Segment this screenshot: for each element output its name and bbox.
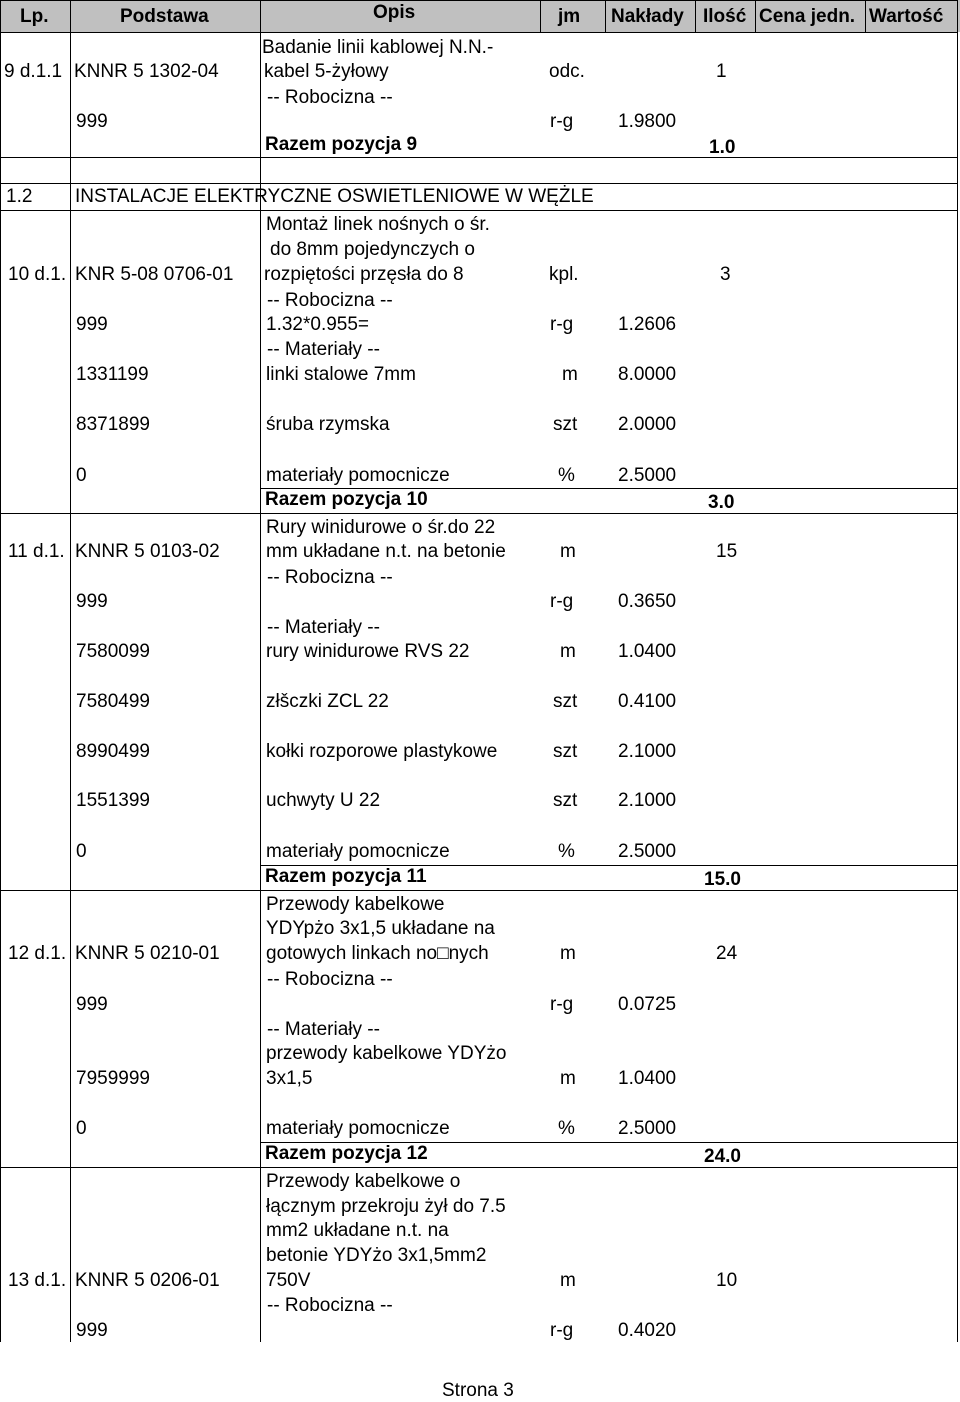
grid-line [540, 0, 541, 32]
p9-opis-line1: Badanie linii kablowej N.N.- [262, 37, 494, 58]
p9-rob-jm: r-g [550, 111, 574, 132]
header-ilosc: Ilość [703, 6, 747, 27]
grid-line [957, 0, 958, 1342]
p13-podstawa: KNNR 5 0206-01 [75, 1270, 220, 1291]
p9-razem: Razem pozycja 9 [265, 134, 418, 155]
p10-m1-desc: linki stalowe 7mm [266, 364, 416, 385]
p10-jm: kpl. [549, 264, 579, 285]
p11-rob-code: 999 [76, 591, 108, 612]
p9-podstawa: KNNR 5 1302-04 [74, 61, 219, 82]
p10-m2-desc: śruba rzymska [266, 414, 390, 435]
p12-opis-line1: Przewody kabelkowe [266, 894, 445, 915]
p9-rob-naklad: 1.9800 [618, 111, 677, 132]
p13-rob-jm: r-g [550, 1320, 574, 1341]
page-number: Strona 3 [442, 1380, 514, 1401]
header-podstawa: Podstawa [120, 6, 209, 27]
p12-rob-jm: r-g [550, 994, 574, 1015]
p13-lp: 13 d.1. [8, 1270, 67, 1291]
p10-rob-jm: r-g [550, 314, 574, 335]
p11-opis-line1: Rury winidurowe o śr.do 22 [266, 517, 496, 538]
p10-podstawa: KNR 5-08 0706-01 [75, 264, 234, 285]
p10-razem: Razem pozycja 10 [265, 489, 428, 510]
p10-rob-desc: 1.32*0.955= [266, 314, 370, 335]
p12-rob-naklad: 0.0725 [618, 994, 677, 1015]
p13-opis-line4: betonie YDYżo 3x1,5mm2 [266, 1245, 487, 1266]
grid-line [695, 0, 696, 32]
p10-opis-line3: rozpiętości przęsła do 8 [264, 264, 464, 285]
p11-m2-code: 7580499 [76, 691, 150, 712]
p10-lp: 10 d.1. [8, 264, 67, 285]
p10-m3-jm: % [558, 465, 575, 486]
p10-m3-val: 2.5000 [618, 465, 677, 486]
p12-podstawa: KNNR 5 0210-01 [75, 943, 220, 964]
grid-line [0, 513, 958, 514]
p11-m3-val: 2.1000 [618, 741, 677, 762]
p12-m1-desc-line1: przewody kabelkowe YDYżo [266, 1043, 507, 1064]
p12-jm: m [560, 943, 576, 964]
p12-robocizna-label: -- Robocizna -- [267, 969, 393, 990]
p9-lp: 9 d.1.1 [4, 61, 63, 82]
p11-m5-val: 2.5000 [618, 841, 677, 862]
grid-line [865, 0, 866, 32]
grid-line [70, 0, 71, 1342]
p13-rob-naklad: 0.4020 [618, 1320, 677, 1341]
p9-opis-line2: kabel 5-żyłowy [264, 61, 389, 82]
p11-m3-jm: szt [553, 741, 578, 762]
p11-materialy-label: -- Materiały -- [267, 617, 380, 638]
p12-lp: 12 d.1. [8, 943, 67, 964]
p10-opis-line2: do 8mm pojedynczych o [270, 239, 475, 260]
p12-rob-code: 999 [76, 994, 108, 1015]
grid-line [0, 32, 958, 33]
p11-ilosc: 15 [716, 541, 738, 562]
p12-ilosc: 24 [716, 943, 738, 964]
header-cena: Cena jedn. [759, 6, 856, 27]
p13-robocizna-label: -- Robocizna -- [267, 1295, 393, 1316]
p11-m4-jm: szt [553, 790, 578, 811]
grid-line [0, 890, 958, 891]
p13-ilosc: 10 [716, 1270, 738, 1291]
p9-ilosc: 1 [716, 61, 727, 82]
p11-jm: m [560, 541, 576, 562]
p9-robocizna-label: -- Robocizna -- [267, 87, 393, 108]
grid-line [0, 183, 958, 184]
p10-rob-naklad: 1.2606 [618, 314, 677, 335]
p11-m2-desc: złšczki ZCL 22 [266, 691, 389, 712]
p11-rob-jm: r-g [550, 591, 574, 612]
grid-line [0, 210, 958, 211]
p10-materialy-label: -- Materiały -- [267, 339, 380, 360]
p10-m2-jm: szt [553, 414, 578, 435]
p12-m2-code: 0 [76, 1118, 87, 1139]
p10-m1-code: 1331199 [76, 364, 149, 385]
p10-opis-line1: Montaż linek nośnych o śr. [266, 214, 490, 235]
p12-m1-jm: m [560, 1068, 576, 1089]
p11-m1-val: 1.0400 [618, 641, 677, 662]
p11-m3-desc: kołki rozporowe plastykowe [266, 741, 498, 762]
p10-m1-jm: m [562, 364, 578, 385]
p12-razem-value: 24.0 [704, 1146, 741, 1167]
p10-robocizna-label: -- Robocizna -- [267, 290, 393, 311]
p12-m2-jm: % [558, 1118, 575, 1139]
header-wartosc: Wartość [869, 6, 944, 27]
p12-razem: Razem pozycja 12 [265, 1143, 428, 1164]
p9-rob-code: 999 [76, 111, 108, 132]
p10-m2-val: 2.0000 [618, 414, 677, 435]
p11-m2-val: 0.4100 [618, 691, 677, 712]
p10-m1-val: 8.0000 [618, 364, 677, 385]
p11-razem-value: 15.0 [704, 869, 741, 890]
grid-line [0, 0, 958, 1]
p11-m1-jm: m [560, 641, 576, 662]
p11-rob-naklad: 0.3650 [618, 591, 677, 612]
grid-line [0, 157, 958, 158]
p10-m3-code: 0 [76, 465, 87, 486]
section-title: INSTALACJE ELEKTRYCZNE OSWIETLENIOWE W WĘŻLE [75, 186, 594, 207]
grid-line [755, 0, 756, 32]
p11-lp: 11 d.1. [8, 541, 65, 562]
p12-opis-line2: YDYpżo 3x1,5 układane na [266, 918, 495, 939]
header-jm: jm [558, 6, 581, 27]
p12-m2-val: 2.5000 [618, 1118, 677, 1139]
p11-opis-line2: mm układane n.t. na betonie [266, 541, 506, 562]
header-lp: Lp. [20, 6, 49, 27]
p12-materialy-label: -- Materiały -- [267, 1019, 380, 1040]
p12-m1-code: 7959999 [76, 1068, 150, 1089]
p11-m4-val: 2.1000 [618, 790, 677, 811]
p13-opis-line2: łącznym przekroju żył do 7.5 [266, 1196, 506, 1217]
p11-m2-jm: szt [553, 691, 578, 712]
p12-m1-val: 1.0400 [618, 1068, 677, 1089]
p9-jm: odc. [549, 61, 585, 82]
p11-m1-code: 7580099 [76, 641, 150, 662]
p11-m5-jm: % [558, 841, 575, 862]
p11-robocizna-label: -- Robocizna -- [267, 567, 393, 588]
p13-opis-line5: 750V [266, 1270, 311, 1291]
grid-line [605, 0, 606, 32]
p13-rob-code: 999 [76, 1320, 108, 1341]
p12-opis-line3: gotowych linkach no□nych [266, 943, 489, 964]
p10-m2-code: 8371899 [76, 414, 150, 435]
grid-line [0, 0, 1, 1342]
p11-m3-code: 8990499 [76, 741, 150, 762]
p9-razem-value: 1.0 [709, 137, 736, 158]
p13-opis-line3: mm2 układane n.t. na [266, 1220, 449, 1241]
p11-razem: Razem pozycja 11 [265, 866, 427, 887]
header-naklady: Nakłady [611, 6, 684, 27]
p11-m4-desc: uchwyty U 22 [266, 790, 381, 811]
p13-opis-line1: Przewody kabelkowe o [266, 1171, 461, 1192]
p13-jm: m [560, 1270, 576, 1291]
p10-ilosc: 3 [720, 264, 731, 285]
section-number: 1.2 [6, 186, 33, 207]
p11-m4-code: 1551399 [76, 790, 150, 811]
p12-m1-desc-line2: 3x1,5 [266, 1068, 313, 1089]
p12-m2-desc: materiały pomocnicze [266, 1118, 450, 1139]
p10-rob-code: 999 [76, 314, 108, 335]
p11-m1-desc: rury winidurowe RVS 22 [266, 641, 470, 662]
p11-podstawa: KNNR 5 0103-02 [75, 541, 220, 562]
p10-m3-desc: materiały pomocnicze [266, 465, 450, 486]
grid-line [0, 1167, 958, 1168]
header-opis: Opis [373, 2, 416, 23]
p11-m5-code: 0 [76, 841, 87, 862]
p10-razem-value: 3.0 [708, 492, 735, 513]
p11-m5-desc: materiały pomocnicze [266, 841, 450, 862]
